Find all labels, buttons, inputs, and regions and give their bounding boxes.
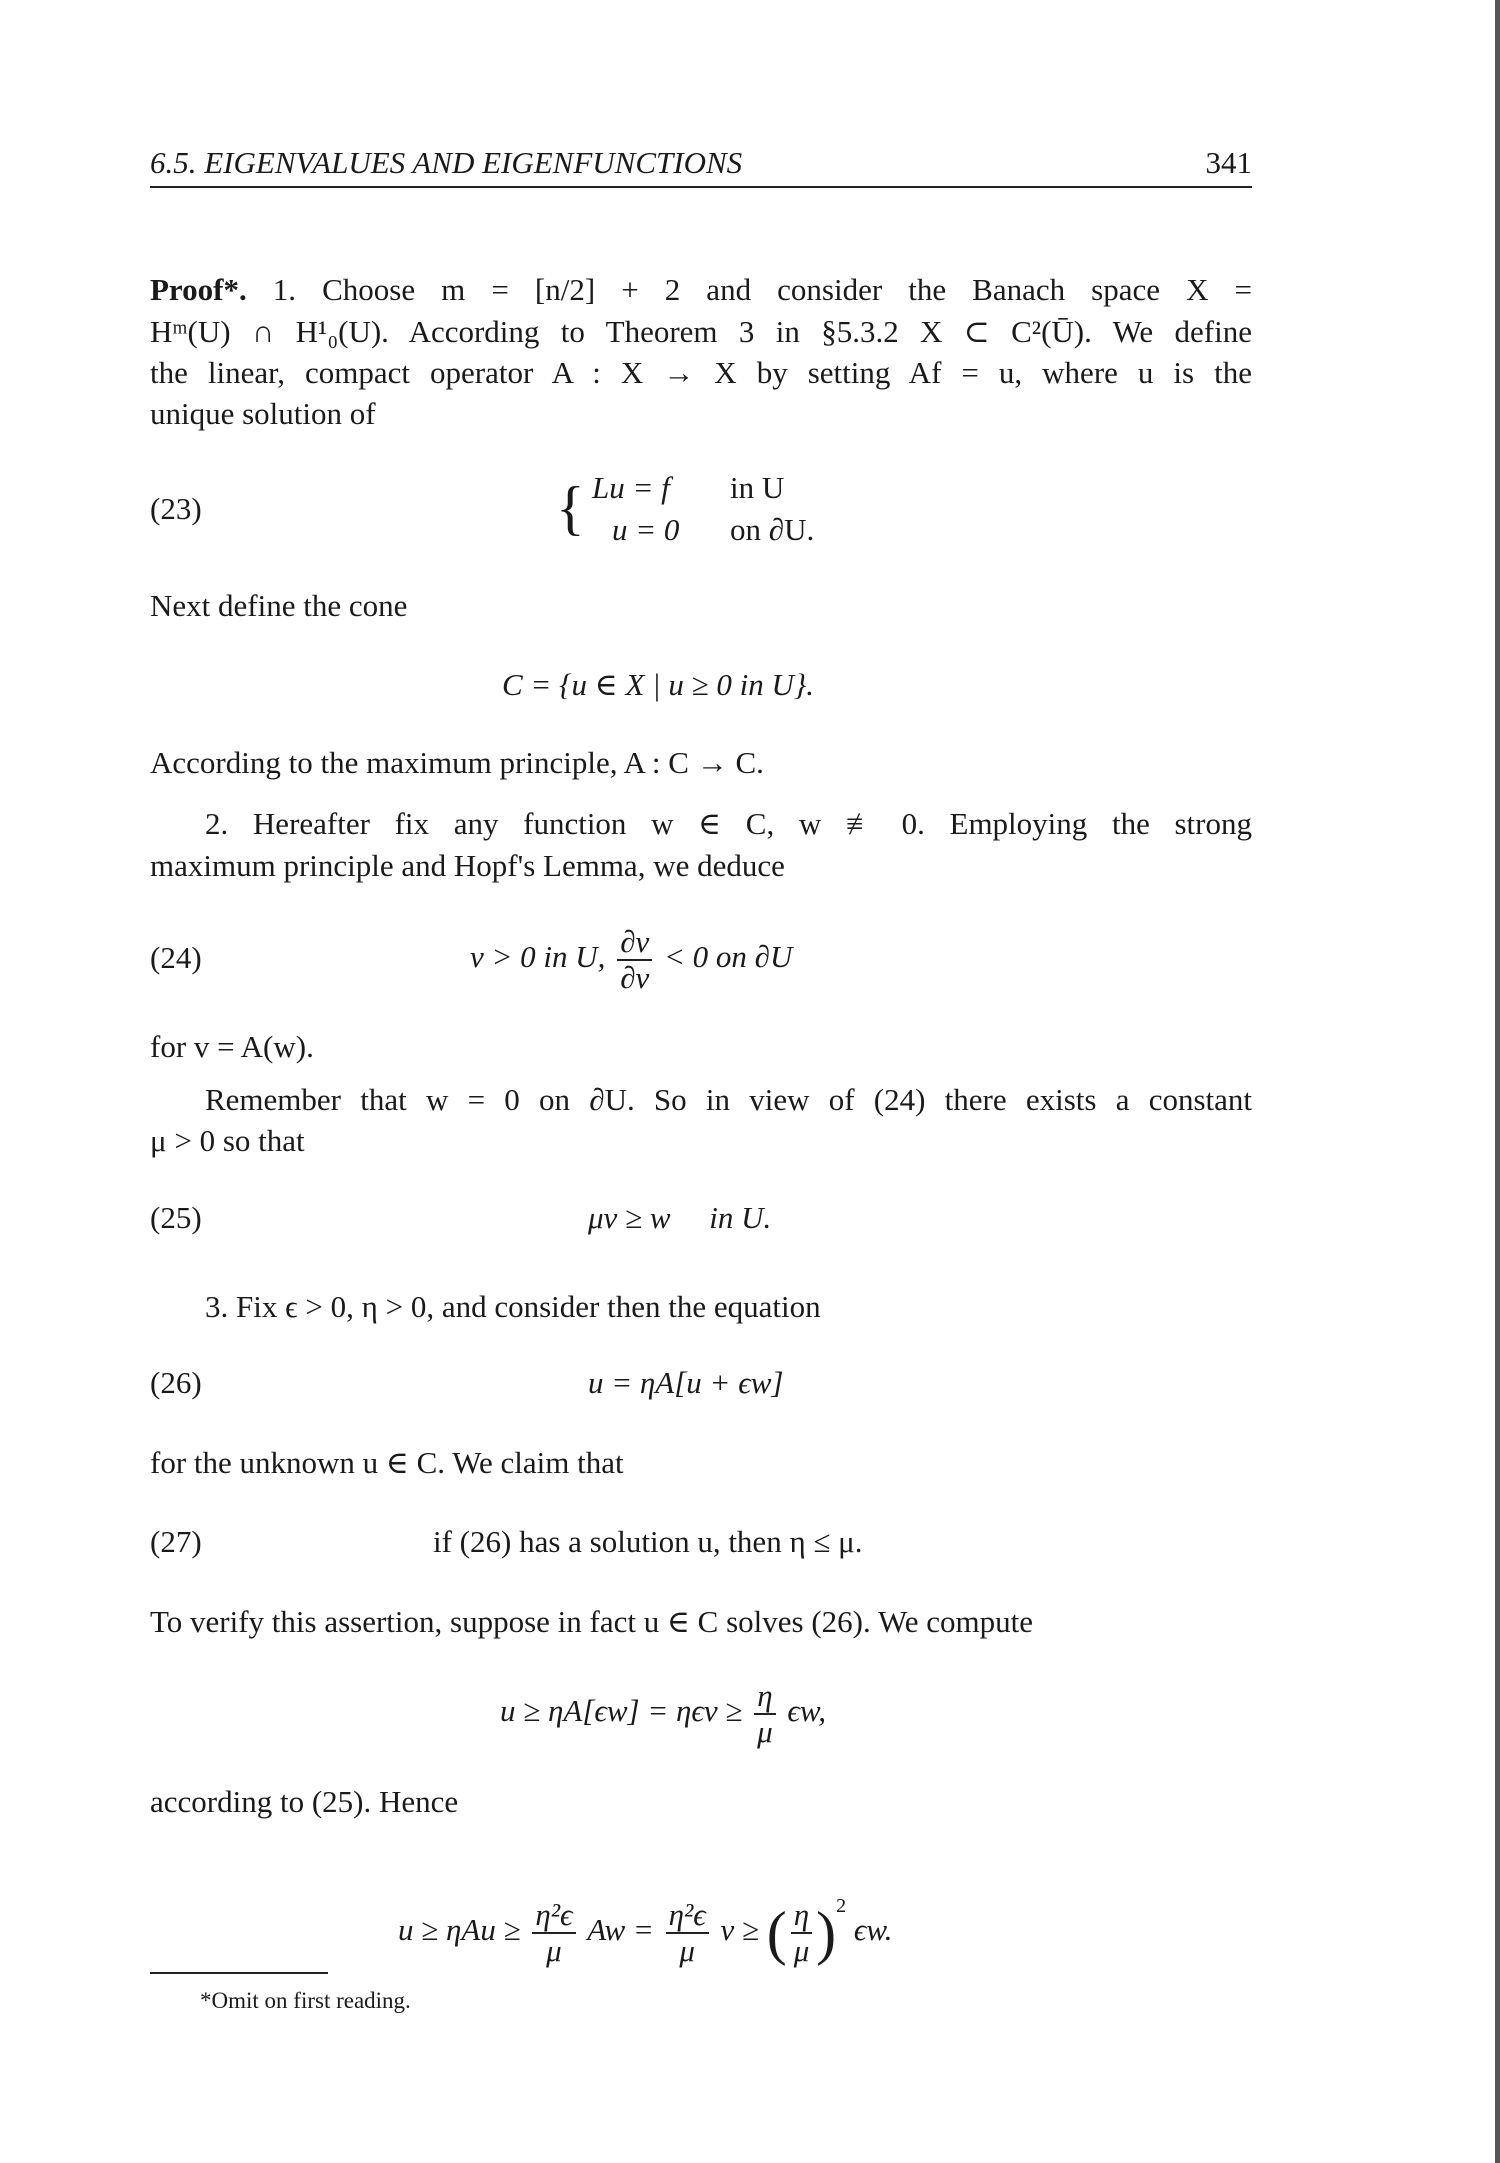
remember-line-2: μ > 0 so that (150, 1123, 305, 1158)
numerator: η²ϵ (666, 1898, 709, 1934)
cone-definition: C = {u ∈ X | u ≥ 0 in U}. (502, 667, 815, 702)
equation-label-27: (27) (150, 1524, 202, 1559)
denominator: μ (793, 1932, 810, 1968)
eq23-row2-rhs: on ∂U. (730, 512, 815, 547)
ineq2-part1: u ≥ ηAu ≥ (398, 1912, 521, 1947)
denominator: ∂ν (620, 959, 650, 995)
eq23-row2-lhs: u = 0 (612, 512, 680, 547)
exponent: 2 (836, 1895, 847, 1917)
ineq1-left: u ≥ ηA[ϵw] = ηϵv ≥ (500, 1693, 743, 1728)
normal-derivative-fraction (617, 925, 652, 995)
eq25: μv ≥ w in U. (588, 1200, 772, 1235)
proof-label: Proof*. (150, 272, 247, 307)
verify-text: To verify this assertion, suppose in fact u ∈ C solves (26). We compute (150, 1604, 1033, 1639)
brace: { (556, 475, 585, 541)
fraction-2 (666, 1898, 709, 1968)
numerator: η²ϵ (532, 1898, 575, 1934)
ineq2-part2: Aw = (587, 1912, 654, 1947)
proof-line-2: Hᵐ(U) ∩ H¹₀(U). According to Theorem 3 in §5.3.2 X ⊂ C²(Ū). We define (150, 314, 1252, 349)
fraction-1 (532, 1898, 575, 1968)
remember-line-1: Remember that w = 0 on ∂U. So in view of (24) there exists a constant (205, 1082, 1252, 1117)
eq26: u = ηA[u + ϵw] (588, 1365, 784, 1400)
eq24-right: < 0 on ∂U (664, 939, 793, 974)
denominator: μ (679, 1932, 695, 1968)
equation-label-26: (26) (150, 1365, 202, 1400)
max-principle-text: According to the maximum principle, A : C → C. (150, 745, 764, 780)
eq24 (470, 922, 792, 995)
page-number: 341 (1205, 145, 1252, 180)
running-title: 6.5. EIGENVALUES AND EIGENFUNCTIONS (150, 145, 743, 180)
eta-over-mu (754, 1679, 775, 1749)
ineq2-part3: v ≥ (720, 1912, 760, 1947)
equation-label-23: (23) (150, 491, 202, 526)
numerator: η (791, 1898, 812, 1934)
proof-text: 1. Choose m = [n/2] + 2 and consider the Banach space X = (272, 272, 1252, 307)
denominator: μ (757, 1713, 773, 1749)
step2-line-2: maximum principle and Hopf's Lemma, we deduce (150, 848, 785, 883)
eq27: if (26) has a solution u, then η ≤ μ. (433, 1524, 863, 1559)
for-v-text: for v = A(w). (150, 1029, 314, 1064)
fraction-3 (791, 1898, 812, 1968)
denominator: μ (546, 1932, 562, 1968)
eq23-row1-rhs: in U (730, 470, 785, 505)
numerator: η (754, 1679, 775, 1715)
left-paren: ( (766, 1899, 787, 1966)
eq24-left: v > 0 in U, (470, 939, 606, 974)
unknown-text: for the unknown u ∈ C. We claim that (150, 1445, 624, 1480)
step2-line-1: 2. Hereafter fix any function w ∈ C, w ≢ 0. Employing the strong (205, 806, 1252, 841)
cone-intro: Next define the cone (150, 588, 408, 623)
footnote: *Omit on first reading. (200, 1988, 411, 2013)
right-paren: ) (816, 1899, 837, 1966)
page-edge (1495, 0, 1500, 2163)
proof-line-3: the linear, compact operator A : X → X by setting Af = u, where u is the (150, 355, 1252, 390)
step3-text: 3. Fix ϵ > 0, η > 0, and consider then the equation (205, 1289, 821, 1324)
proof-line-1 (150, 270, 1252, 310)
inequality-2 (398, 1866, 893, 1970)
ineq1-right: ϵw, (787, 1693, 826, 1728)
header-rule (150, 186, 1252, 188)
according-25-text: according to (25). Hence (150, 1784, 459, 1819)
proof-line-4: unique solution of (150, 396, 376, 431)
equation-label-24: (24) (150, 940, 202, 975)
footnote-rule (150, 1972, 328, 1974)
ineq2-part4: ϵw. (853, 1912, 893, 1947)
eq23-row1-lhs: Lu = f (592, 470, 670, 505)
inequality-1 (500, 1676, 826, 1749)
numerator: ∂v (617, 925, 652, 961)
equation-label-25: (25) (150, 1200, 202, 1235)
